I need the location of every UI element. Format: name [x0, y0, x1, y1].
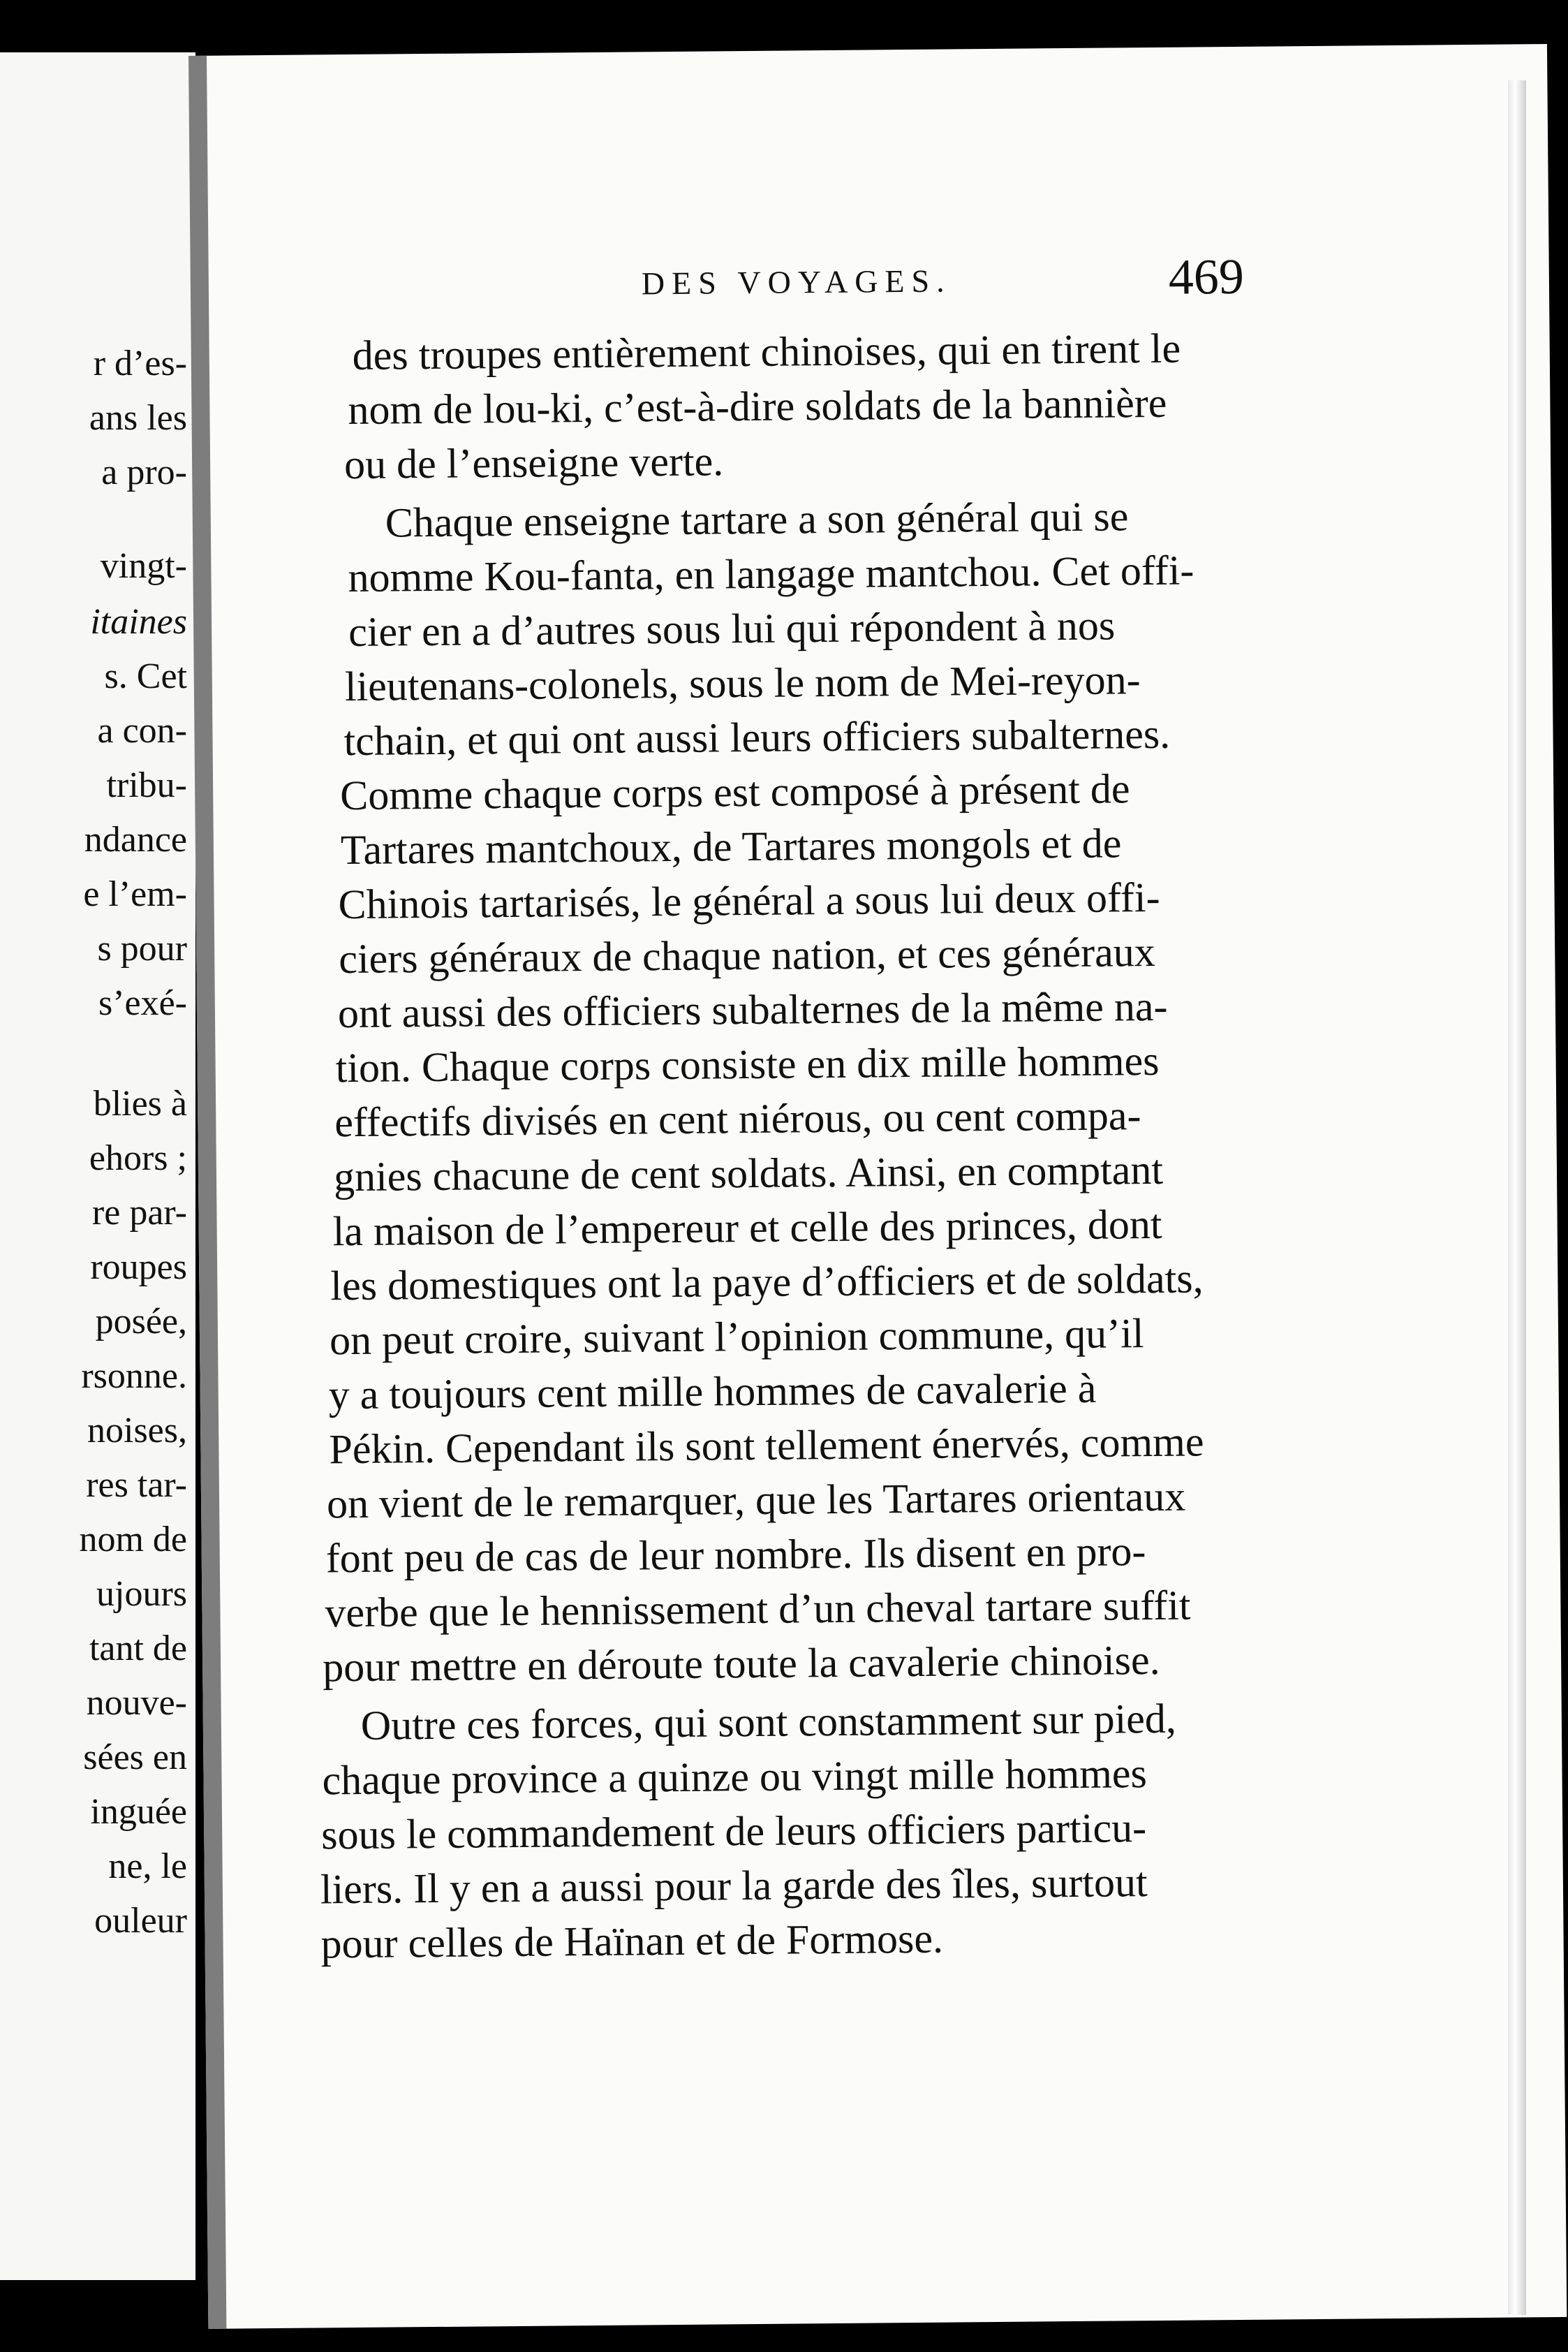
left-text-line: s’exé-	[98, 983, 187, 1023]
text-line: tion. Chaque corps consiste en dix mille hommes	[335, 1037, 1160, 1092]
left-text-line: noises,	[87, 1411, 187, 1450]
text-line: pour mettre en déroute toute la cavalerie chinoise.	[322, 1636, 1160, 1691]
left-text-line: vingt-	[100, 546, 187, 586]
left-text-line: ne, le	[108, 1846, 187, 1886]
text-line: cier en a d’autres sous lui qui répondent à nos	[348, 602, 1116, 656]
text-line: sous le commandement de leurs officiers particu-	[320, 1805, 1147, 1858]
text-line: la maison de l’empereur et celle des princes, dont	[332, 1200, 1162, 1255]
text-line: ont aussi des officiers subalternes de la même na-	[337, 983, 1168, 1037]
left-text-line: ndance	[84, 820, 187, 860]
left-text-line: posée,	[95, 1302, 187, 1342]
left-text-line: sées en	[83, 1737, 187, 1777]
left-text-line: s pour	[97, 929, 187, 969]
left-page-fragment	[0, 52, 195, 2280]
text-line: Outre ces forces, qui sont constamment sur pied,	[360, 1695, 1177, 1749]
text-line: tchain, et qui ont aussi leurs officiers subalternes.	[343, 710, 1171, 765]
page-number: 469	[1168, 248, 1245, 305]
left-text-line: e l’em-	[83, 874, 187, 914]
left-text-line: s. Cet	[104, 656, 187, 696]
left-text-line: itaines	[90, 602, 187, 642]
text-line: on vient de le remarquer, que les Tartares orientaux	[326, 1473, 1186, 1527]
left-text-line: nom de	[79, 1520, 187, 1559]
text-line: nomme Kou-fanta, en langage mantchou. Cet offi-	[348, 547, 1195, 601]
left-text-line: roupes	[90, 1247, 187, 1287]
text-line: ciers généraux de chaque nation, et ces généraux	[339, 928, 1155, 983]
text-line: chaque province a quinze ou vingt mille hommes	[322, 1750, 1148, 1804]
text-line: ou de l’enseigne verte.	[343, 438, 724, 488]
text-line: liers. Il y en a aussi pour la garde des îles, surtout	[320, 1859, 1148, 1913]
left-text-line: a con-	[97, 711, 187, 751]
left-text-line: ans les	[89, 398, 187, 438]
left-text-line: rsonne.	[81, 1356, 187, 1396]
text-line: font peu de cas de leur nombre. Ils disent en pro-	[325, 1528, 1146, 1582]
text-line: lieutenans-colonels, sous le nom de Mei-reyon-	[344, 656, 1141, 710]
left-text-line: nouve-	[86, 1683, 187, 1723]
left-text-line: blies à	[93, 1084, 187, 1124]
text-line: Tartares mantchoux, de Tartares mongols et de	[340, 820, 1122, 874]
left-text-line: inguée	[90, 1792, 187, 1832]
right-page	[188, 44, 1567, 2329]
text-line: Chinois tartarisés, le général a sous lui deux offi-	[338, 874, 1160, 928]
text-line: les domestiques ont la paye d’officiers et de soldats,	[330, 1255, 1204, 1309]
text-line: verbe que le hennissement d’un cheval tartare suffit	[325, 1582, 1191, 1636]
left-text-line: res tar-	[86, 1465, 187, 1505]
text-line: pour celles de Haïnan et de Formose.	[320, 1915, 944, 1967]
left-text-line: ujours	[96, 1574, 187, 1614]
text-line: gnies chacune de cent soldats. Ainsi, en comptant	[333, 1146, 1164, 1200]
left-text-line: ehors ;	[89, 1138, 187, 1178]
left-text-line: re par-	[91, 1193, 187, 1233]
text-line: nom de lou-ki, c’est-à-dire soldats de la bannière	[348, 379, 1167, 434]
left-text-line: ouleur	[94, 1901, 187, 1941]
left-text-line: r d’es-	[93, 344, 187, 383]
text-line: Chaque enseigne tartare a son général qui se	[385, 493, 1129, 546]
text-line: des troupes entièrement chinoises, qui en tirent le	[352, 325, 1181, 378]
page-edge	[1508, 80, 1526, 2315]
left-text-line: tribu-	[106, 765, 187, 805]
text-line: Comme chaque corps est composé à présent de	[339, 765, 1130, 819]
text-line: effectifs divisés en cent niérous, ou cent compa-	[334, 1092, 1141, 1146]
running-head: DES VOYAGES.	[641, 263, 952, 302]
text-line: Pékin. Cependant ils sont tellement énervés, comme	[329, 1418, 1204, 1473]
text-line: y a toujours cent mille hommes de cavalerie à	[328, 1365, 1097, 1418]
left-text-line: tant de	[89, 1629, 187, 1668]
left-text-line: a pro-	[101, 453, 187, 492]
text-line: on peut croire, suivant l’opinion commune, qu’il	[329, 1310, 1144, 1364]
